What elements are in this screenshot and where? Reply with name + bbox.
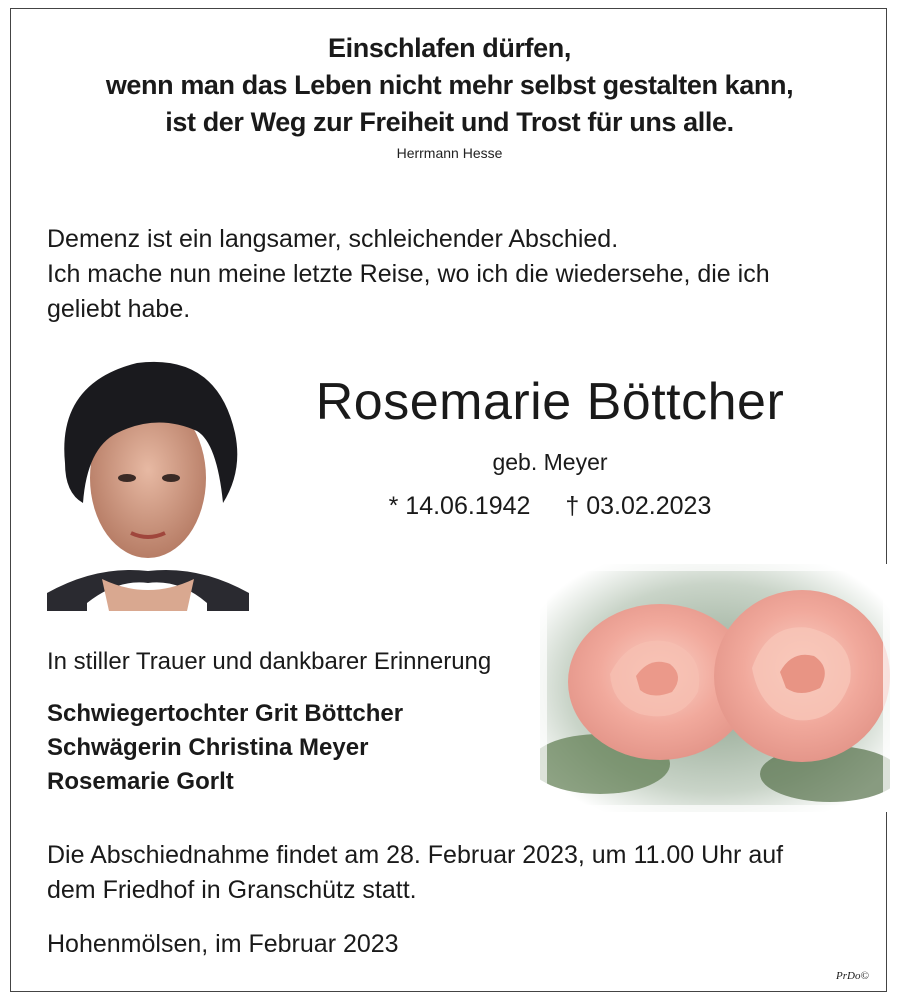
designer-signature: PrDo© bbox=[836, 970, 869, 982]
quote-line: Einschlafen dürfen, bbox=[328, 33, 571, 63]
portrait-photo bbox=[47, 353, 249, 611]
quote-line: wenn man das Leben nicht mehr selbst gestalten kann, bbox=[105, 70, 794, 100]
relatives-list bbox=[47, 697, 403, 799]
intro-line: Ich mache nun meine letzte Reise, wo ich die wiedersehe, die ich bbox=[47, 260, 770, 288]
quote-block bbox=[0, 30, 899, 161]
relative-name: Schwägerin Christina Meyer bbox=[47, 734, 369, 761]
roses-image bbox=[540, 564, 890, 812]
intro-line: Demenz ist ein langsamer, schleichender Abschied. bbox=[47, 225, 619, 253]
ceremony-line: dem Friedhof in Granschütz statt. bbox=[47, 876, 417, 904]
quote-line: ist der Weg zur Freiheit und Trost für uns alle. bbox=[165, 107, 734, 137]
death-date: † 03.02.2023 bbox=[565, 492, 712, 520]
intro-line: geliebt habe. bbox=[47, 295, 191, 323]
birth-date: * 14.06.1942 bbox=[388, 492, 531, 520]
quote-author: Herrmann Hesse bbox=[396, 145, 503, 161]
ceremony-line: Die Abschiednahme findet am 28. Februar 2023, um 11.00 Uhr auf bbox=[47, 841, 784, 869]
mourning-intro: In stiller Trauer und dankbarer Erinnerung bbox=[47, 648, 492, 675]
intro-text bbox=[47, 222, 847, 327]
relative-name: Schwiegertochter Grit Böttcher bbox=[47, 700, 404, 727]
life-dates bbox=[270, 492, 830, 521]
relative-name: Rosemarie Gorlt bbox=[47, 768, 234, 795]
place-date: Hohenmölsen, im Februar 2023 bbox=[47, 930, 399, 958]
maiden-name: geb. Meyer bbox=[492, 449, 608, 475]
deceased-name: Rosemarie Böttcher bbox=[315, 373, 785, 431]
ceremony-info bbox=[47, 838, 847, 908]
